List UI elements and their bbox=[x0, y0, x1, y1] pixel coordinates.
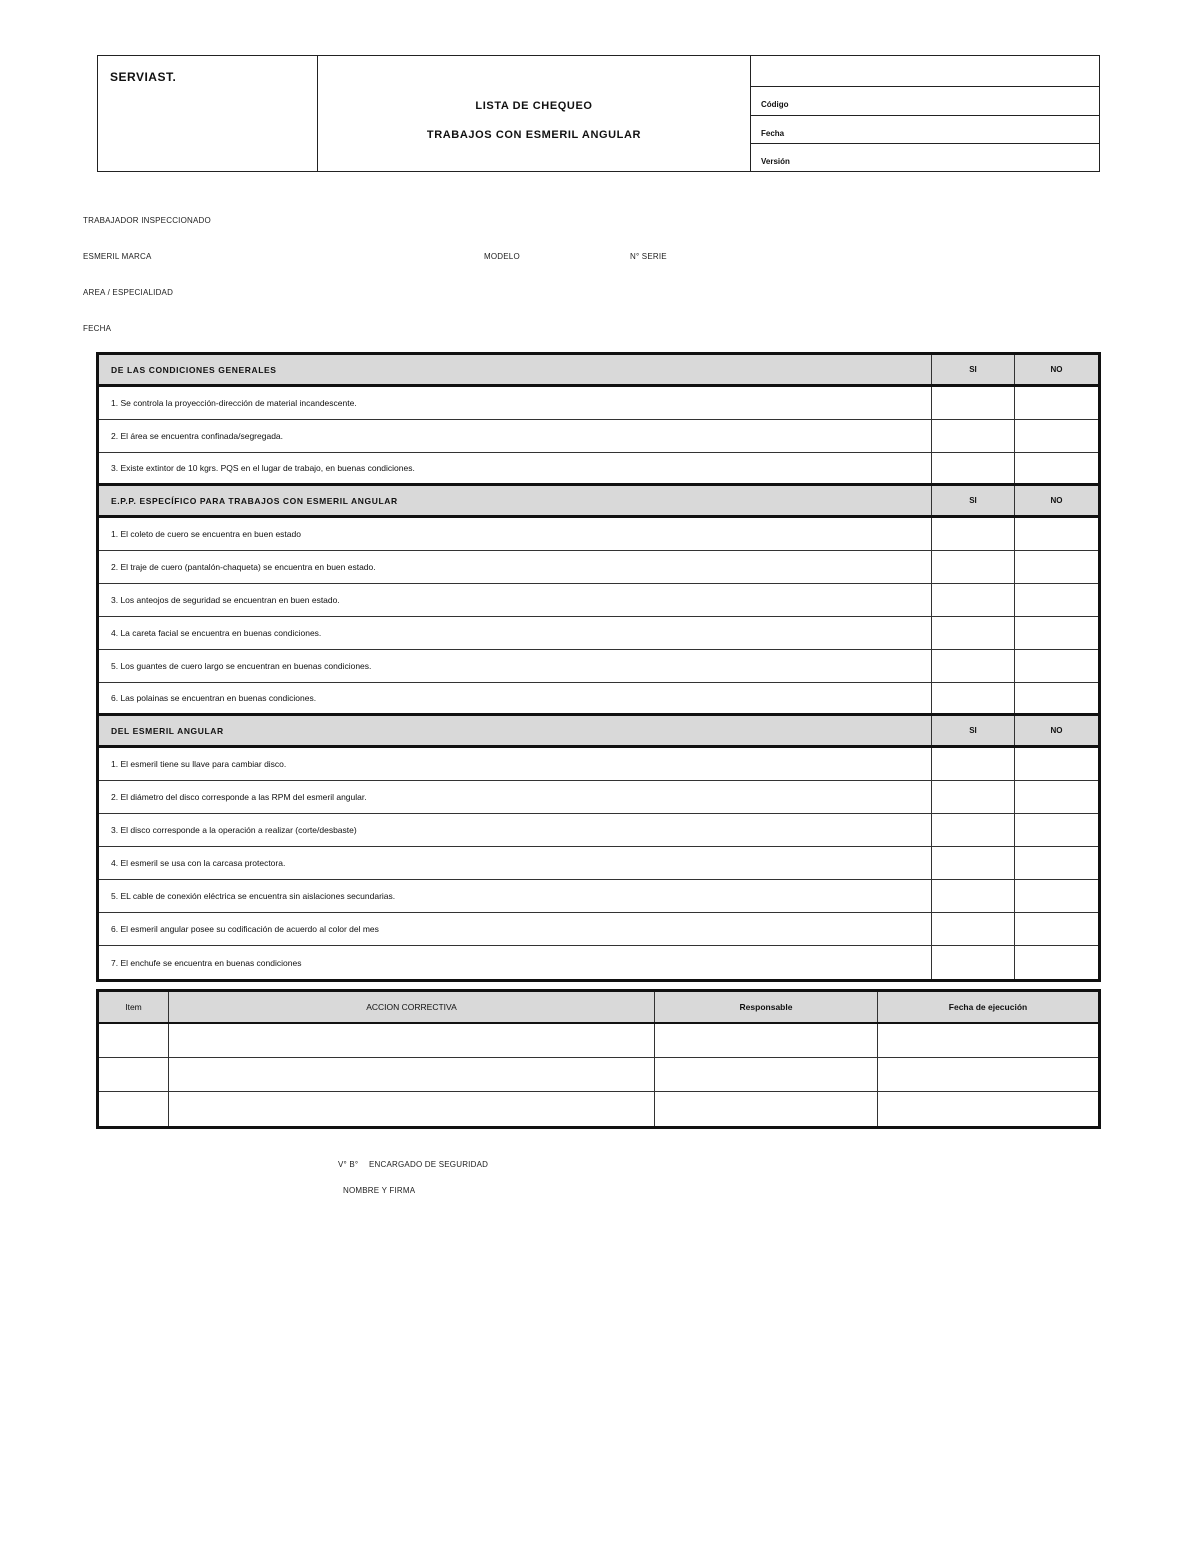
trabajador-label: TRABAJADOR INSPECCIONADO bbox=[83, 216, 211, 225]
no-cell[interactable] bbox=[1015, 420, 1098, 452]
si-cell[interactable] bbox=[932, 650, 1015, 682]
item-cell[interactable] bbox=[99, 1058, 169, 1091]
checklist-item: 3. Existe extintor de 10 kgrs. PQS en el lugar de trabajo, en buenas condiciones. bbox=[99, 453, 932, 483]
si-cell[interactable] bbox=[932, 880, 1015, 912]
checklist-row bbox=[99, 420, 1098, 453]
checklist-row bbox=[99, 913, 1098, 946]
no-cell[interactable] bbox=[1015, 387, 1098, 419]
checklist-item: 4. La careta facial se encuentra en buenas condiciones. bbox=[99, 617, 932, 649]
responsable-header: Responsable bbox=[655, 992, 878, 1022]
fecha-cell[interactable] bbox=[878, 1092, 1098, 1126]
no-cell[interactable] bbox=[1015, 518, 1098, 550]
si-cell[interactable] bbox=[932, 781, 1015, 813]
no-cell[interactable] bbox=[1015, 847, 1098, 879]
no-header: NO bbox=[1050, 496, 1063, 505]
fecha-cell[interactable] bbox=[878, 1024, 1098, 1057]
no-cell[interactable] bbox=[1015, 683, 1098, 713]
checklist-row bbox=[99, 683, 1098, 716]
checklist-item: 2. El área se encuentra confinada/segregada. bbox=[99, 420, 932, 452]
checklist-item: 3. El disco corresponde a la operación a realizar (corte/desbaste) bbox=[99, 814, 932, 846]
section-title: DEL ESMERIL ANGULAR bbox=[99, 716, 932, 745]
meta-version-label: Versión bbox=[761, 157, 790, 166]
checklist-item: 6. Las polainas se encuentran en buenas condiciones. bbox=[99, 683, 932, 713]
no-cell[interactable] bbox=[1015, 551, 1098, 583]
no-cell[interactable] bbox=[1015, 880, 1098, 912]
no-cell[interactable] bbox=[1015, 814, 1098, 846]
section-title: E.P.P. ESPECÍFICO PARA TRABAJOS CON ESMERIL ANGULAR bbox=[99, 486, 932, 515]
fecha-label: FECHA bbox=[83, 324, 112, 333]
meta-cell bbox=[751, 56, 1099, 171]
item-cell[interactable] bbox=[99, 1092, 169, 1126]
no-cell[interactable] bbox=[1015, 650, 1098, 682]
checklist-row bbox=[99, 946, 1098, 979]
no-header: NO bbox=[1050, 365, 1063, 374]
si-cell[interactable] bbox=[932, 518, 1015, 550]
si-header: SI bbox=[932, 716, 1015, 745]
no-cell[interactable] bbox=[1015, 584, 1098, 616]
checklist-item: 2. El diámetro del disco corresponde a las RPM del esmeril angular. bbox=[99, 781, 932, 813]
accion-cell[interactable] bbox=[169, 1058, 655, 1091]
actions-header-row bbox=[99, 992, 1098, 1024]
vb-label: V° B° bbox=[338, 1160, 359, 1169]
checklist-item: 6. El esmeril angular posee su codificación de acuerdo al color del mes bbox=[99, 913, 932, 945]
checklist-item: 1. El esmeril tiene su llave para cambiar disco. bbox=[99, 748, 932, 780]
si-cell[interactable] bbox=[932, 551, 1015, 583]
checklist-item: 4. El esmeril se usa con la carcasa protectora. bbox=[99, 847, 932, 879]
si-cell[interactable] bbox=[932, 946, 1015, 979]
si-header: SI bbox=[932, 355, 1015, 384]
serie-label: N° SERIE bbox=[630, 252, 667, 261]
checklist-row bbox=[99, 814, 1098, 847]
checklist-item: 3. Los anteojos de seguridad se encuentran en buen estado. bbox=[99, 584, 932, 616]
si-cell[interactable] bbox=[932, 387, 1015, 419]
actions-row bbox=[99, 1092, 1098, 1126]
meta-codigo-label: Código bbox=[761, 100, 789, 109]
actions-row bbox=[99, 1024, 1098, 1058]
no-header: NO bbox=[1050, 726, 1063, 735]
responsable-cell[interactable] bbox=[655, 1092, 878, 1126]
si-cell[interactable] bbox=[932, 453, 1015, 483]
checklist-row bbox=[99, 650, 1098, 683]
si-cell[interactable] bbox=[932, 420, 1015, 452]
checklist-row bbox=[99, 880, 1098, 913]
accion-cell[interactable] bbox=[169, 1092, 655, 1126]
no-cell[interactable] bbox=[1015, 453, 1098, 483]
si-cell[interactable] bbox=[932, 847, 1015, 879]
no-cell[interactable] bbox=[1015, 913, 1098, 945]
document-subtitle: TRABAJOS CON ESMERIL ANGULAR bbox=[426, 129, 642, 141]
item-cell[interactable] bbox=[99, 1024, 169, 1057]
company-cell bbox=[98, 56, 318, 171]
section-header bbox=[99, 486, 1098, 518]
item-header: Item bbox=[99, 992, 169, 1022]
checklist-row bbox=[99, 617, 1098, 650]
si-cell[interactable] bbox=[932, 683, 1015, 713]
fecha-ejecucion-header: Fecha de ejecución bbox=[948, 1002, 1028, 1012]
si-cell[interactable] bbox=[932, 913, 1015, 945]
responsable-cell[interactable] bbox=[655, 1058, 878, 1091]
checklist-table bbox=[96, 352, 1101, 982]
accion-cell[interactable] bbox=[169, 1024, 655, 1057]
checklist-item: 5. Los guantes de cuero largo se encuentran en buenas condiciones. bbox=[99, 650, 932, 682]
checklist-item: 1. El coleto de cuero se encuentra en buen estado bbox=[99, 518, 932, 550]
si-cell[interactable] bbox=[932, 748, 1015, 780]
section-header bbox=[99, 355, 1098, 387]
title-cell bbox=[318, 56, 751, 171]
meta-version-row bbox=[751, 143, 1099, 172]
checklist-row bbox=[99, 453, 1098, 486]
checklist-row bbox=[99, 551, 1098, 584]
checklist-item: 2. El traje de cuero (pantalón-chaqueta) se encuentra en buen estado. bbox=[99, 551, 932, 583]
meta-codigo-row bbox=[751, 86, 1099, 116]
checklist-row bbox=[99, 387, 1098, 420]
checklist-item: 5. EL cable de conexión eléctrica se encuentra sin aislaciones secundarias. bbox=[99, 880, 932, 912]
checklist-item: 1. Se controla la proyección-dirección de material incandescente. bbox=[99, 387, 932, 419]
no-cell[interactable] bbox=[1015, 748, 1098, 780]
checklist-row bbox=[99, 748, 1098, 781]
document-title: LISTA DE CHEQUEO bbox=[475, 100, 593, 112]
company-name: SERVIAST. bbox=[110, 70, 177, 84]
responsable-cell[interactable] bbox=[655, 1024, 878, 1057]
checklist-row bbox=[99, 584, 1098, 617]
no-cell[interactable] bbox=[1015, 617, 1098, 649]
no-cell[interactable] bbox=[1015, 946, 1098, 979]
corrective-actions-table bbox=[96, 989, 1101, 1129]
meta-blank-row bbox=[751, 56, 1099, 86]
si-cell[interactable] bbox=[932, 814, 1015, 846]
esmeril-marca-label: ESMERIL MARCA bbox=[83, 252, 152, 261]
section-header bbox=[99, 716, 1098, 748]
actions-row bbox=[99, 1058, 1098, 1092]
si-cell[interactable] bbox=[932, 584, 1015, 616]
checklist-row bbox=[99, 781, 1098, 814]
fecha-cell[interactable] bbox=[878, 1058, 1098, 1091]
checklist-row bbox=[99, 518, 1098, 551]
section-title: DE LAS CONDICIONES GENERALES bbox=[99, 355, 932, 384]
meta-fecha-label: Fecha bbox=[761, 129, 785, 138]
encargado-label: ENCARGADO DE SEGURIDAD bbox=[369, 1160, 489, 1169]
nombre-firma-label: NOMBRE Y FIRMA bbox=[343, 1186, 416, 1195]
document-header bbox=[97, 55, 1100, 172]
si-cell[interactable] bbox=[932, 617, 1015, 649]
checklist-item: 7. El enchufe se encuentra en buenas condiciones bbox=[99, 946, 932, 979]
checklist-row bbox=[99, 847, 1098, 880]
no-cell[interactable] bbox=[1015, 781, 1098, 813]
accion-header: ACCION CORRECTIVA bbox=[169, 992, 655, 1022]
area-label: AREA / ESPECIALIDAD bbox=[83, 288, 174, 297]
meta-fecha-row bbox=[751, 115, 1099, 144]
si-header: SI bbox=[932, 486, 1015, 515]
modelo-label: MODELO bbox=[484, 252, 520, 261]
